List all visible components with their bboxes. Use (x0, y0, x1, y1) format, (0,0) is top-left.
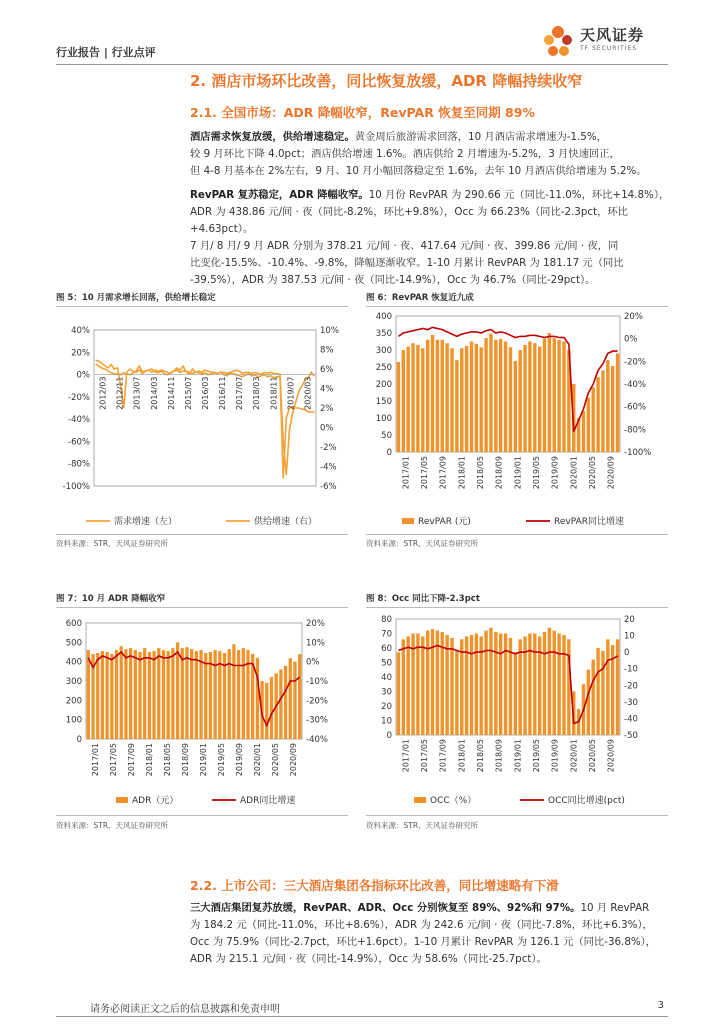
para1-lead: 酒店需求恢复放缓，供给增速稳定。 (190, 131, 355, 143)
x-tick-label: 2016/03 (201, 376, 210, 410)
footer-disclaimer: 请务必阅读正文之后的信息披露和免责申明 (90, 1004, 280, 1015)
para1-line1: 黄金周后旅游需求回落，10 月酒店需求增速为-1.5%， (354, 131, 607, 143)
x-tick-label: 2018/01 (457, 739, 467, 773)
bar (421, 348, 424, 452)
para3-line2: 为 184.2 元（同比-11.0%，环比+8.6%），ADR 为 242.6 元/间 · 夜（同比-7.8%，环比+6.3%）， (190, 919, 653, 931)
bar (199, 650, 202, 739)
legend-label: ADR（元） (132, 796, 179, 806)
x-tick-label: 2017/01 (401, 739, 411, 773)
logo-subtitle: TF SECURITIES (580, 45, 638, 52)
bar (562, 342, 565, 453)
bar (416, 634, 419, 736)
bar (397, 362, 400, 452)
bar (450, 348, 453, 452)
y-left-tick-label: -40% (68, 415, 90, 426)
para2-line4: 比变化-15.5%、-10.4%、-9.8%，降幅逐渐收窄。1-10 月累计 RevPAR 为 181.17 元（同比 (190, 257, 624, 269)
y-right-tick-label: 20 (624, 615, 635, 625)
bar (587, 670, 590, 735)
y-right-tick-label: -100% (624, 448, 652, 458)
bar (504, 342, 507, 453)
bar (465, 346, 468, 452)
bar (616, 639, 619, 735)
bar (406, 347, 409, 452)
y-left-tick-label: 250 (375, 363, 392, 373)
x-tick-label: 2015/07 (183, 376, 193, 410)
chart-fig5 (56, 310, 348, 532)
para1-line3: 但 4-8 月基本在 2%左右，9 月、10 月小幅回落稳定至 1.6%，去年 10 月酒店供给增速为 5.2%。 (190, 165, 647, 177)
x-tick-label: 2019/01 (513, 739, 523, 773)
x-tick-label: 2018/11 (269, 376, 279, 410)
x-tick-label: 2020/05 (588, 456, 597, 490)
bar (289, 658, 292, 739)
bar (436, 340, 439, 452)
bar (204, 653, 207, 739)
para2-line1: 10 月份 RevPAR 为 290.66 元（同比-11.0%，环比+14.8%）， (368, 189, 670, 201)
bar (616, 353, 619, 452)
bar (553, 631, 556, 735)
plot-frame (396, 619, 620, 735)
bar (190, 649, 193, 739)
y-left-tick-label: 60 (381, 644, 392, 654)
x-tick-label: 2019/05 (217, 743, 226, 777)
legend-label: ADR同比增速 (240, 796, 296, 806)
para3-line4: ADR 为 215.1 元/间 · 夜（同比-14.9%），Occ 为 58.6%（同比-25.7pct）。 (190, 953, 547, 965)
y-left-tick-label: 350 (375, 329, 392, 339)
bar (499, 339, 502, 452)
bar (402, 639, 405, 735)
bar (148, 652, 151, 739)
bar (475, 344, 478, 452)
y-left-tick-label: 50 (381, 431, 392, 441)
figure-7-divider (56, 607, 348, 608)
x-tick-label: 2018/05 (163, 743, 172, 777)
y-left-tick-label: 80 (381, 615, 392, 625)
y-left-tick-label: -60% (68, 437, 90, 448)
bar (518, 639, 521, 735)
chart-fig7 (56, 611, 348, 811)
bar (120, 646, 123, 739)
y-right-tick-label: 20% (624, 312, 643, 322)
y-right-tick-label: -10 (624, 664, 638, 675)
bar (489, 334, 492, 452)
bar (470, 635, 473, 735)
y-right-tick-label: 10 (624, 631, 635, 642)
x-tick-label: 2013/07 (132, 376, 142, 410)
figure-5-source: 资料来源：STR，天风证券研究所 (56, 539, 169, 548)
para1-line2: 较 9 月环比下降 4.0pct；酒店供给增速 1.6%。酒店供给 2 月增速为-5.2%，3 月快速回正， (190, 148, 620, 160)
bar (543, 339, 546, 452)
y-left-tick-label: 200 (375, 380, 392, 390)
bar (484, 338, 487, 452)
bar (242, 648, 245, 739)
x-tick-label: 2014/03 (149, 376, 159, 410)
y-right-tick-label: 10% (306, 638, 325, 649)
y-right-tick-label: -40% (306, 735, 328, 745)
y-left-tick-label: 0 (76, 735, 82, 745)
bar (489, 628, 492, 735)
bar (445, 343, 448, 452)
legend-swatch (414, 797, 426, 803)
y-right-tick-label: 8% (320, 345, 334, 356)
bar (110, 654, 113, 739)
figure-7-source: 资料来源：STR，天风证券研究所 (56, 821, 169, 830)
bar (587, 398, 590, 452)
chart-fig8 (366, 611, 668, 811)
page-number: 3 (657, 1000, 664, 1011)
bar (562, 635, 565, 735)
bar (494, 632, 497, 735)
bar (567, 639, 570, 735)
bar (185, 647, 188, 739)
x-tick-label: 2017/07 (235, 376, 245, 410)
y-right-tick-label: -4% (320, 462, 337, 473)
figure-8-divider (366, 607, 668, 608)
bar (87, 650, 90, 739)
bar (601, 370, 604, 452)
bar (209, 652, 212, 739)
figure-5-bottom-divider (56, 534, 348, 535)
bar (445, 635, 448, 735)
bar (514, 652, 517, 735)
para2-line3: 7 月/ 8 月/ 9 月 ADR 分别为 378.21 元/间 · 夜、417.64 元/间 · 夜、399.86 元/间 · 夜，同 (190, 240, 619, 252)
y-right-tick-label: 20% (306, 619, 325, 629)
legend-label: 需求增速（左） (114, 517, 178, 527)
bar (284, 666, 287, 739)
x-tick-label: 2018/09 (181, 743, 190, 777)
bar (592, 660, 595, 735)
bar (606, 639, 609, 735)
bar (557, 340, 560, 452)
y-left-tick-label: 40% (71, 326, 90, 336)
y-right-tick-label: 0 (624, 648, 630, 659)
y-left-tick-label: 300 (65, 677, 82, 687)
y-right-tick-label: -20 (624, 681, 638, 692)
bar (134, 650, 137, 739)
bar (611, 366, 614, 452)
bar (553, 338, 556, 452)
x-tick-label: 2018/09 (494, 739, 504, 773)
y-right-tick-label: 0% (320, 423, 334, 434)
bar (232, 644, 235, 739)
y-right-tick-label: -30% (306, 715, 328, 726)
bar (441, 340, 444, 452)
chart-fig6 (366, 310, 668, 532)
x-tick-label: 2020/09 (289, 743, 298, 777)
bar (96, 653, 99, 739)
x-tick-label: 2020/05 (588, 739, 597, 773)
para2-line5: -39.5%），ADR 为 387.53 元/间 · 夜（同比-14.9%），Occ 为 46.7%（同比-29pct）。 (190, 274, 596, 286)
y-left-tick-label: 0 (386, 731, 392, 741)
bar (518, 350, 521, 452)
bar (431, 335, 434, 452)
bar (426, 631, 429, 735)
y-left-tick-label: 40 (381, 673, 392, 683)
bar (596, 377, 599, 452)
para2-lead: RevPAR 复苏稳定，ADR 降幅收窄。 (190, 189, 369, 201)
y-left-tick-label: 20 (381, 702, 392, 712)
y-left-tick-label: -20% (68, 392, 90, 403)
bar (421, 636, 424, 735)
bar (455, 360, 458, 452)
legend-label: RevPAR (元) (418, 517, 471, 527)
bar (450, 638, 453, 735)
y-right-tick-label: 6% (320, 365, 334, 375)
bar (426, 340, 429, 452)
bar (538, 347, 541, 452)
x-tick-label: 2016/11 (218, 376, 228, 410)
y-left-tick-label: 600 (65, 619, 82, 629)
legend-label: RevPAR同比增速 (554, 517, 624, 527)
legend-label: OCC（%） (430, 796, 477, 806)
y-left-tick-label: 100 (375, 414, 392, 424)
bar (484, 631, 487, 735)
x-tick-label: 2018/05 (476, 456, 485, 490)
bar (533, 634, 536, 736)
paragraph-listed-companies (190, 900, 670, 968)
y-right-tick-label: 10% (320, 326, 339, 336)
x-tick-label: 2017/09 (438, 456, 448, 490)
section-title: 2. 酒店市场环比改善，同比恢复放缓，ADR 降幅持续收窄 (190, 72, 583, 90)
bar (582, 411, 585, 452)
y-left-tick-label: 400 (375, 312, 392, 322)
x-tick-label: 2019/07 (286, 376, 296, 410)
bar (480, 347, 483, 452)
bar (470, 342, 473, 453)
bar (465, 636, 468, 735)
x-tick-label: 2018/01 (457, 456, 467, 490)
y-right-tick-label: -2% (320, 443, 337, 453)
x-tick-label: 2019/09 (235, 743, 244, 777)
y-left-tick-label: -80% (68, 459, 90, 470)
figure-6-divider (366, 306, 668, 307)
x-tick-label: 2019/05 (532, 739, 541, 773)
x-tick-label: 2020/09 (606, 456, 616, 490)
x-tick-label: 2014/11 (166, 376, 176, 410)
bar (181, 648, 184, 739)
bar (129, 648, 132, 739)
legend-swatch (402, 518, 414, 524)
para2-line2: ADR 为 438.86 元/间 · 夜（同比-8.2%，环比+9.8%），Occ 为 66.23%（同比-2.3pct，环比+4.63pct）。 (190, 206, 628, 235)
bar (523, 345, 526, 452)
plot-frame (396, 316, 620, 452)
bar (105, 652, 108, 739)
y-right-tick-label: -10% (306, 677, 328, 687)
x-tick-label: 2020/01 (569, 739, 579, 773)
bar (115, 650, 118, 739)
y-right-tick-label: -40 (624, 714, 638, 725)
bar (514, 361, 517, 452)
x-tick-label: 2019/09 (550, 739, 560, 773)
y-left-tick-label: 0% (76, 370, 90, 381)
bar (162, 650, 165, 739)
y-right-tick-label: -6% (320, 482, 337, 492)
bar (460, 639, 463, 735)
bar (397, 652, 400, 735)
x-tick-label: 2020/01 (253, 743, 262, 777)
legend-label: OCC同比增速(pct) (548, 796, 625, 806)
bar (270, 677, 273, 739)
bar (228, 649, 231, 739)
figure-8-title: 图 8：Occ 同比下降-2.3pct (366, 594, 480, 604)
bar (402, 350, 405, 452)
logo-name: 天风证券 (580, 26, 645, 44)
bar (543, 632, 546, 735)
figure-6-title: 图 6：RevPAR 恢复近九成 (366, 293, 474, 303)
y-left-tick-label: 20% (71, 348, 90, 359)
bar (460, 348, 463, 452)
bar (171, 648, 174, 739)
x-tick-label: 2018/01 (145, 743, 154, 777)
x-tick-label: 2017/01 (91, 743, 100, 777)
x-tick-label: 2020/05 (271, 743, 280, 777)
plot-frame (86, 623, 302, 739)
para3-line3: Occ 为 75.9%（同比-2.7pct，环比+1.6pct）。1-10 月累计 RevPAR 为 126.1 元（同比-36.8%）， (190, 936, 657, 948)
bar (509, 347, 512, 452)
bar (152, 651, 155, 739)
figure-6-bottom-divider (366, 534, 668, 535)
bar (138, 652, 141, 739)
y-right-tick-label: -20% (306, 696, 328, 707)
y-left-tick-label: 200 (65, 696, 82, 707)
y-right-tick-label: -50 (624, 731, 638, 741)
y-left-tick-label: 0 (386, 448, 392, 458)
header-divider (56, 64, 668, 65)
figure-5-title: 图 5：10 月需求增长回落，供给增长稳定 (56, 293, 216, 303)
legend-swatch (116, 797, 128, 803)
bar (528, 634, 531, 736)
x-tick-label: 2019/09 (550, 456, 560, 490)
bar (293, 662, 296, 739)
y-right-tick-label: -30 (624, 697, 638, 708)
figure-7-bottom-divider (56, 815, 348, 816)
x-tick-label: 2012/03 (98, 376, 108, 410)
bar (606, 360, 609, 452)
y-left-tick-label: 10 (381, 716, 392, 727)
bar (279, 669, 282, 739)
x-tick-label: 2017/05 (420, 456, 429, 490)
bar (596, 648, 599, 735)
y-left-tick-label: 300 (375, 346, 392, 356)
bar (176, 642, 179, 739)
report-breadcrumb: 行业报告 | 行业点评 (56, 46, 156, 59)
x-tick-label: 2017/05 (109, 743, 118, 777)
y-left-tick-label: 500 (65, 638, 82, 649)
subsection-title: 2.1. 全国市场：ADR 降幅收窄，RevPAR 恢复至同期 89% (190, 105, 535, 120)
bar (237, 650, 240, 739)
bar (431, 629, 434, 735)
y-left-tick-label: -100% (62, 482, 90, 492)
figure-6-source: 资料来源：STR，天风证券研究所 (366, 539, 479, 548)
bar (592, 387, 595, 452)
figure-5-divider (56, 306, 348, 307)
bar (298, 654, 301, 739)
x-tick-label: 2012/11 (115, 376, 125, 410)
y-right-tick-label: 4% (320, 384, 334, 395)
bar (101, 651, 104, 739)
bar (548, 333, 551, 452)
figure-8-bottom-divider (366, 815, 668, 816)
y-right-tick-label: -40% (624, 380, 646, 390)
company-logo (540, 20, 668, 64)
bar (538, 636, 541, 735)
bar (195, 651, 198, 739)
y-right-tick-label: 2% (320, 404, 334, 414)
y-left-tick-label: 30 (381, 687, 392, 698)
bar (533, 343, 536, 452)
bar (528, 342, 531, 453)
bar (167, 651, 170, 739)
bar (455, 651, 458, 735)
y-right-tick-label: 0% (624, 334, 638, 345)
y-right-tick-label: -60% (624, 402, 646, 413)
x-tick-label: 2019/05 (532, 456, 541, 490)
x-tick-label: 2017/01 (401, 456, 411, 490)
bar (548, 628, 551, 735)
bar (265, 683, 268, 739)
y-right-tick-label: -80% (624, 425, 646, 436)
figure-7-title: 图 7：10 月 ADR 降幅收窄 (56, 594, 166, 604)
y-left-tick-label: 100 (65, 715, 82, 726)
y-right-tick-label: -20% (624, 357, 646, 368)
logo-flower-icon (540, 20, 580, 64)
y-left-tick-label: 70 (381, 629, 392, 640)
bar (256, 658, 259, 739)
bar (494, 340, 497, 452)
bar (411, 343, 414, 452)
bar (499, 634, 502, 736)
x-tick-label: 2018/09 (494, 456, 504, 490)
bar (157, 648, 160, 739)
bar (143, 648, 146, 739)
subsection-2-title: 2.2. 上市公司：三大酒店集团各指标环比改善，同比增速略有下滑 (190, 878, 559, 893)
x-tick-label: 2018/03 (252, 376, 262, 410)
footer-divider (56, 1016, 668, 1017)
para3-lead: 三大酒店集团复苏放缓，RevPAR、ADR、Occ 分别恢复至 89%、92%和 97%。 (190, 902, 581, 914)
bar (124, 649, 127, 739)
figure-8-source: 资料来源：STR，天风证券研究所 (366, 821, 479, 830)
x-tick-label: 2019/01 (199, 743, 208, 777)
y-left-tick-label: 150 (375, 397, 392, 407)
x-tick-label: 2020/03 (303, 376, 313, 410)
x-tick-label: 2017/05 (420, 739, 429, 773)
y-left-tick-label: 400 (65, 657, 82, 668)
y-right-tick-label: 0% (306, 657, 320, 668)
x-tick-label: 2020/09 (606, 739, 616, 773)
x-tick-label: 2018/05 (476, 739, 485, 773)
x-tick-label: 2017/09 (127, 743, 136, 777)
x-tick-label: 2019/01 (513, 456, 523, 490)
bar (504, 634, 507, 736)
x-tick-label: 2017/09 (438, 739, 448, 773)
paragraph-revpar (190, 187, 670, 289)
bar (557, 634, 560, 736)
y-left-tick-label: 50 (381, 658, 392, 669)
legend-label: 供给增速（右） (254, 517, 318, 527)
bar (416, 345, 419, 452)
bar (475, 634, 478, 736)
x-tick-label: 2020/01 (569, 456, 579, 490)
bar (213, 650, 216, 739)
bar (601, 651, 604, 735)
paragraph-demand-supply (190, 129, 670, 180)
bar (406, 636, 409, 735)
para3-line1: 10 月 RevPAR (580, 902, 650, 914)
